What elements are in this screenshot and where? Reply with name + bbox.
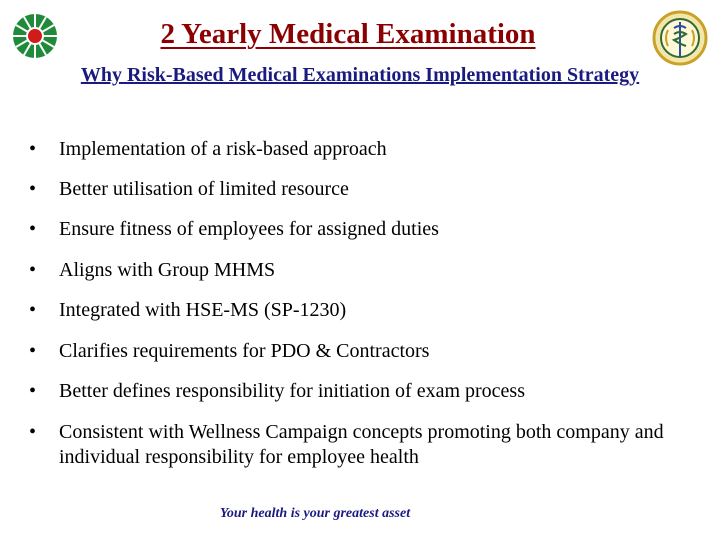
slide-title: 2 Yearly Medical Examination bbox=[160, 18, 536, 50]
bullet-text: Integrated with HSE-MS (SP-1230) bbox=[59, 299, 347, 321]
bullet-text: Consistent with Wellness Campaign concepts promoting both company and individual responsibility for employee health bbox=[59, 421, 664, 468]
bullet-text: Implementation of a risk-based approach bbox=[59, 138, 387, 160]
bullet-icon: • bbox=[29, 340, 37, 362]
bullet-icon: • bbox=[29, 299, 37, 321]
bullet-icon: • bbox=[29, 218, 37, 240]
bullet-text: Aligns with Group MHMS bbox=[59, 259, 276, 281]
bullet-icon: • bbox=[29, 138, 37, 160]
bullet-text: Clarifies requirements for PDO & Contractors bbox=[59, 340, 430, 362]
bullet-icon: • bbox=[29, 421, 37, 443]
bullet-icon: • bbox=[29, 178, 37, 200]
bullet-text: Better defines responsibility for initiation of exam process bbox=[59, 380, 525, 402]
footer-tagline: Your health is your greatest asset bbox=[219, 506, 411, 521]
bullet-icon: • bbox=[29, 380, 37, 402]
slide-subtitle: Why Risk-Based Medical Examinations Implementation Strategy bbox=[80, 64, 640, 86]
bullet-icon: • bbox=[29, 259, 37, 281]
bullet-text: Ensure fitness of employees for assigned duties bbox=[59, 218, 439, 240]
bullet-text: Better utilisation of limited resource bbox=[59, 178, 349, 200]
